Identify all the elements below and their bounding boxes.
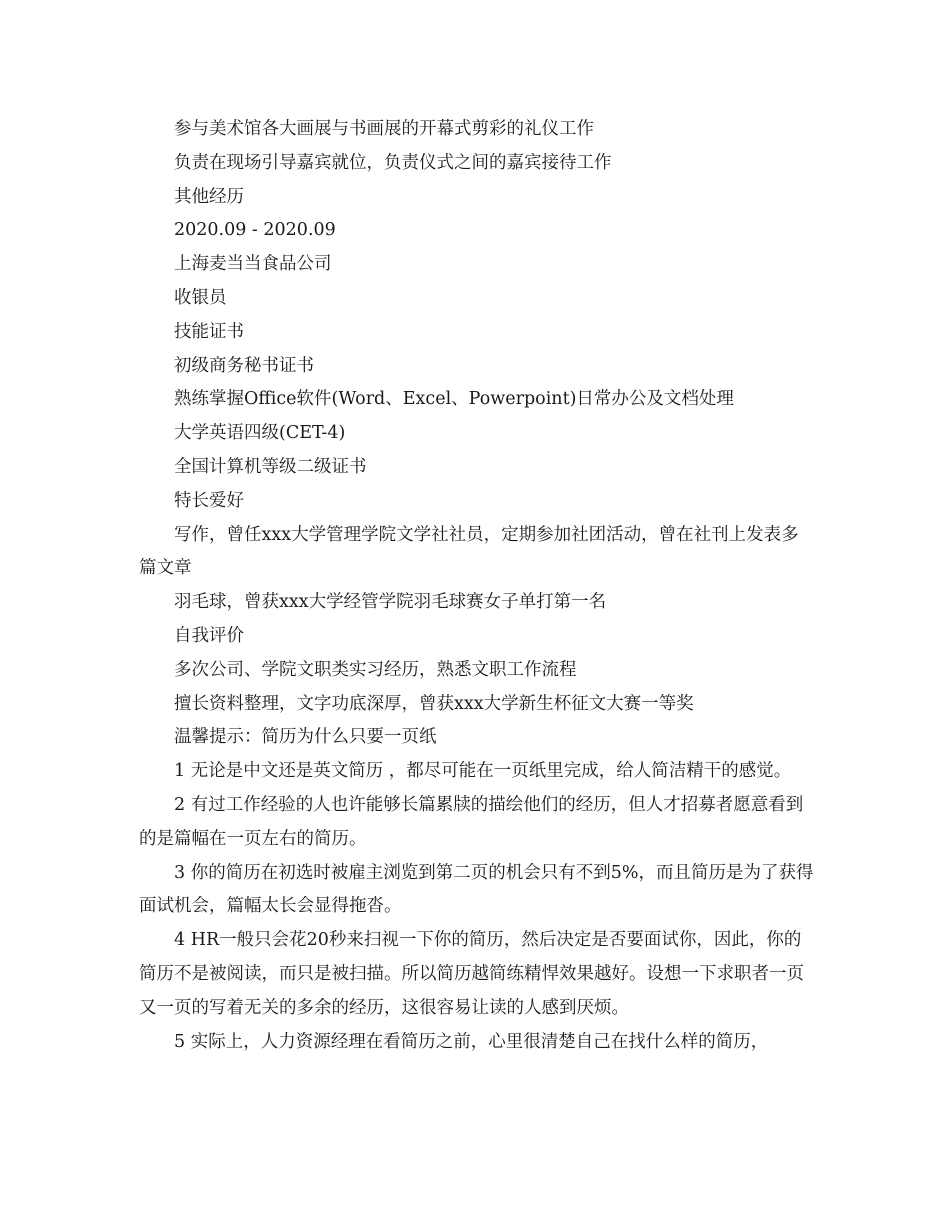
- tip-paragraph: 5 实际上，人力资源经理在看简历之前，心里很清楚自己在找什么样的简历，: [174, 1031, 769, 1052]
- tip-paragraph: 2 有过工作经验的人也许能够长篇累牍的描绘他们的经历，但人才招募者愿意看到的是篇幅在一页左右的简历。: [139, 794, 804, 849]
- tip-paragraph: 4 HR一般只会花20秒来扫视一下你的简历，然后决定是否要面试你，因此，你的简历不是被阅读，而只是被扫描。所以简历越简练精悍效果越好。设想一下求职者一页又一页的写着无关的多余的经历，这很容易让读的人感到厌烦。: [139, 930, 804, 1018]
- section-heading: 特长爱好: [174, 490, 244, 511]
- paragraph: 全国计算机等级二级证书: [174, 456, 367, 477]
- section-heading: 自我评价: [174, 625, 244, 646]
- paragraph: 多次公司、学院文职类实习经历，熟悉文职工作流程: [174, 659, 577, 680]
- paragraph: 写作，曾任xxx大学管理学院文学社社员，定期参加社团活动，曾在社刊上发表多篇文章: [139, 524, 799, 579]
- date-range: 2020.09 - 2020.09: [174, 220, 336, 241]
- tip-paragraph: 3 你的简历在初选时被雇主浏览到第二页的机会只有不到5%，而且简历是为了获得面试机会，篇幅太长会显得拖沓。: [139, 862, 814, 917]
- paragraph: 熟练掌握Office软件(Word、Excel、Powerpoint)日常办公及文档处理: [174, 389, 734, 410]
- paragraph: 初级商务秘书证书: [174, 355, 314, 376]
- paragraph: 参与美术馆各大画展与书画展的开幕式剪彩的礼仪工作: [174, 119, 594, 139]
- company-name: 上海麦当当食品公司: [174, 254, 332, 275]
- paragraph: 大学英语四级(CET-4): [174, 423, 346, 444]
- paragraph: 羽毛球，曾获xxx大学经管学院羽毛球赛女子单打第一名: [174, 592, 607, 613]
- paragraph: 擅长资料整理，文字功底深厚，曾获xxx大学新生杯征文大赛一等奖: [174, 693, 694, 714]
- section-heading: 技能证书: [174, 321, 244, 342]
- job-title: 收银员: [174, 287, 227, 308]
- section-heading: 其他经历: [174, 186, 244, 207]
- document-body: [139, 113, 814, 1059]
- paragraph: 负责在现场引导嘉宾就位，负责仪式之间的嘉宾接待工作: [174, 152, 612, 173]
- section-heading: 温馨提示：简历为什么只要一页纸: [174, 727, 437, 748]
- tip-paragraph: 1 无论是中文还是英文简历 ，都尽可能在一页纸里完成，给人简洁精干的感觉。: [174, 761, 792, 782]
